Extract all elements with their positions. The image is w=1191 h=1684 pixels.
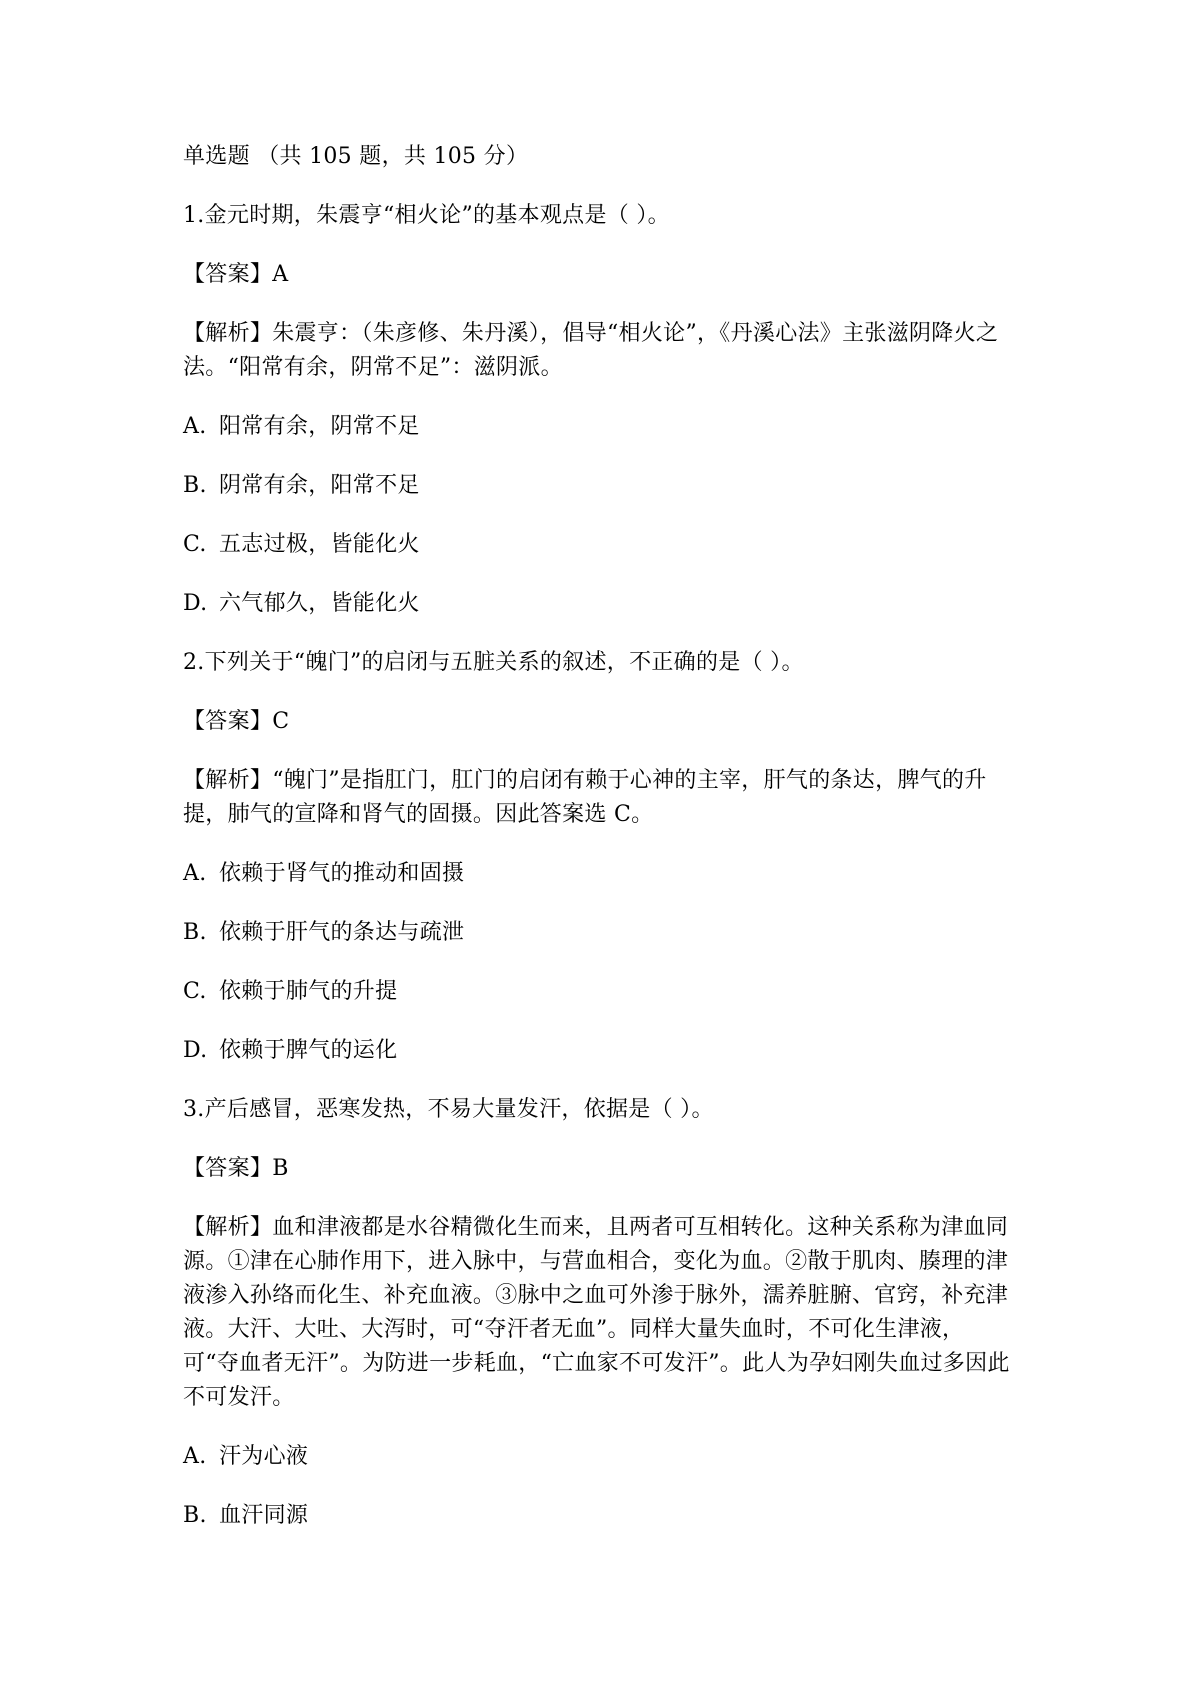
option-letter: C. (183, 979, 207, 1004)
option-text: 依赖于肺气的升提 (219, 979, 398, 1004)
section-title: 单选题 （共 105 题，共 105 分） (183, 144, 529, 169)
option-letter: A. (183, 1444, 207, 1469)
option-letter: D. (183, 591, 208, 616)
analysis-paragraph: 【解析】血和津液都是水谷精微化生而来，且两者可互相转化。这种关系称为津血同源。①津在心肺作用下，进入脉中，与营血相合，变化为血。②散于肌肉、腠理的津液渗入孙络而化生、补充血液。③脉中之血可外渗于脉外，濡养脏腑、官窍，补充津液。大汗、大吐、大泻时，可“夺汗者无血”。同样大量失血时，不可化生津液，可“夺血者无汗”。为防进一步耗血，“亡血家不可发汗”。此人为孕妇刚失血过多因此不可发汗。 (183, 1215, 1010, 1410)
option-text: 五志过极，皆能化火 (219, 532, 420, 557)
option-letter: B. (183, 1503, 207, 1528)
option-item (183, 1034, 1013, 1068)
option-item (183, 528, 1013, 562)
option-item (183, 587, 1013, 621)
option-text: 阳常有余，阴常不足 (219, 414, 420, 439)
option-item (183, 410, 1013, 444)
option-item (183, 1499, 1013, 1533)
question-stem: 2.下列关于“魄门”的启闭与五脏关系的叙述，不正确的是（ ）。 (183, 650, 804, 675)
answer-line: 【答案】A (183, 262, 289, 287)
option-letter: B. (183, 473, 207, 498)
option-text: 依赖于肝气的条达与疏泄 (219, 920, 465, 945)
option-text: 阴常有余，阳常不足 (219, 473, 420, 498)
option-item (183, 857, 1013, 891)
option-item (183, 916, 1013, 950)
answer-line: 【答案】B (183, 1156, 289, 1181)
question-block (183, 199, 1013, 621)
option-item (183, 975, 1013, 1009)
question-stem: 1.金元时期，朱震亨“相火论”的基本观点是（ ）。 (183, 203, 670, 228)
option-text: 依赖于肾气的推动和固摄 (219, 861, 465, 886)
option-text: 汗为心液 (219, 1444, 309, 1469)
exam-document (183, 140, 1013, 1558)
option-letter: B. (183, 920, 207, 945)
option-item (183, 469, 1013, 503)
analysis-paragraph: 【解析】“魄门”是指肛门，肛门的启闭有赖于心神的主宰，肝气的条达，脾气的升提，肺气的宣降和肾气的固摄。因此答案选 C。 (183, 768, 987, 827)
question-block (183, 1093, 1013, 1533)
option-letter: A. (183, 414, 207, 439)
option-item (183, 1440, 1013, 1474)
answer-line: 【答案】C (183, 709, 290, 734)
option-text: 六气郁久，皆能化火 (219, 591, 420, 616)
analysis-paragraph: 【解析】朱震亨：（朱彦修、朱丹溪），倡导“相火论”，《丹溪心法》主张滋阴降火之法。“阳常有余，阴常不足”：滋阴派。 (183, 321, 999, 380)
option-letter: D. (183, 1038, 208, 1063)
option-letter: C. (183, 532, 207, 557)
question-stem: 3.产后感冒，恶寒发热，不易大量发汗，依据是（ ）。 (183, 1097, 714, 1122)
option-letter: A. (183, 861, 207, 886)
option-text: 血汗同源 (219, 1503, 309, 1528)
question-list (183, 199, 1013, 1533)
option-text: 依赖于脾气的运化 (219, 1038, 398, 1063)
question-block (183, 646, 1013, 1068)
